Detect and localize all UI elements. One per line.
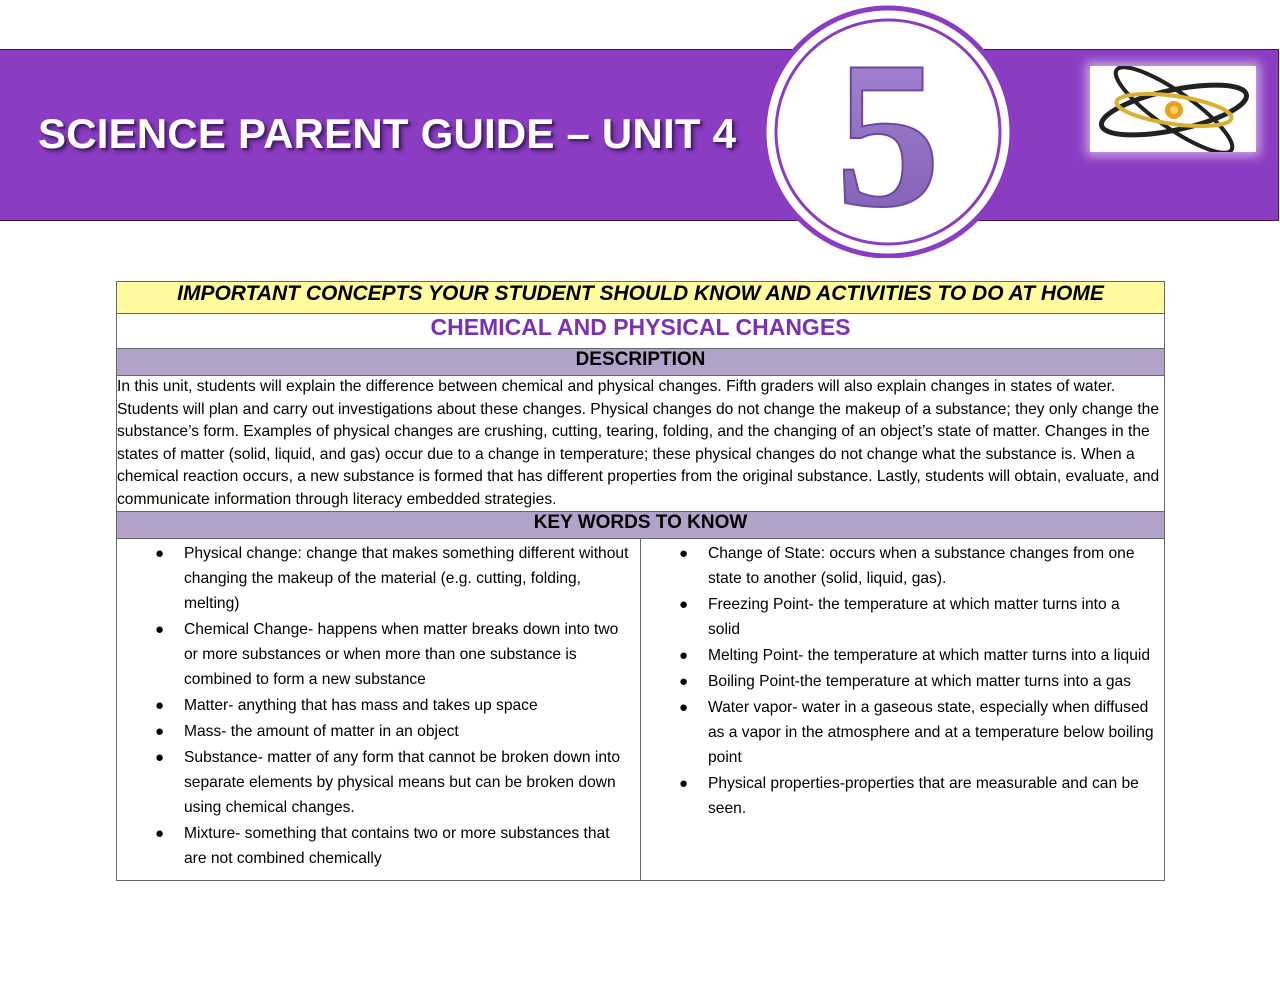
list-item: ● Change of State: occurs when a substance changes from one state to another (solid, liquid, gas). [641,541,1156,591]
bullet-icon: ● [155,697,165,714]
bullet-icon: ● [679,545,689,562]
keywords-left-cell [117,539,641,881]
grade-badge [753,0,1023,258]
list-item: ● Matter- anything that has mass and takes up space [117,693,632,718]
bullet-icon: ● [679,775,689,792]
keywords-heading: KEY WORDS TO KNOW [117,512,1165,539]
list-item: ● Substance- matter of any form that cannot be broken down into separate elements by physical means but can be broken down using chemical changes. [117,745,632,820]
topic-title: CHEMICAL AND PHYSICAL CHANGES [117,314,1165,349]
description-heading-row [117,349,1165,376]
bullet-icon: ● [155,825,165,842]
keywords-right-list [641,541,1156,821]
topic-row [117,314,1165,349]
bullet-icon: ● [155,723,165,740]
list-item: ● Physical change: change that makes something different without changing the makeup of the material (e.g. cutting, folding, melting) [117,541,632,616]
atom-logo [1090,66,1256,152]
important-row [117,282,1165,314]
list-item: ● Mixture- something that contains two or more substances that are not combined chemically [117,821,632,871]
description-heading: DESCRIPTION [117,349,1165,376]
list-item: ● Water vapor- water in a gaseous state, especially when diffused as a vapor in the atmosphere and at a temperature below boiling point [641,695,1156,770]
bullet-icon: ● [155,545,165,562]
bullet-icon: ● [155,749,165,766]
keywords-left-list [117,541,632,871]
grade-number: 5 [835,19,941,251]
atom-icon [1090,66,1256,152]
list-item: ● Physical properties-properties that are measurable and can be seen. [641,771,1156,821]
keywords-row [117,539,1165,881]
list-item: ● Boiling Point-the temperature at which matter turns into a gas [641,669,1156,694]
bullet-icon: ● [679,647,689,664]
description-text: In this unit, students will explain the difference between chemical and physical changes. Fifth graders will also explain changes in states of water. Students will plan and carry out investigations about these changes. Physical changes do not change the makeup of a substance; they only change the substance’s form. Examples of physical changes are crushing, cutting, tearing, folding, and the changing of an object’s state of matter. Changes in the states of matter (solid, liquid, and gas) occur due to a change in temperature; these physical changes do not change what the substance is. When a chemical reaction occurs, a new substance is formed that has different properties from the original substance. Lastly, students will obtain, evaluate, and communicate information through literacy embedded strategies. [117,376,1165,512]
page-title: SCIENCE PARENT GUIDE – UNIT 4 [38,110,737,157]
list-item: ● Mass- the amount of matter in an object [117,719,632,744]
list-item: ● Freezing Point- the temperature at which matter turns into a solid [641,592,1156,642]
keywords-right-cell [641,539,1165,881]
concepts-table [116,281,1165,881]
list-item: ● Melting Point- the temperature at which matter turns into a liquid [641,643,1156,668]
bullet-icon: ● [679,596,689,613]
important-heading: IMPORTANT CONCEPTS YOUR STUDENT SHOULD KNOW AND ACTIVITIES TO DO AT HOME [117,282,1165,314]
bullet-icon: ● [679,673,689,690]
list-item: ● Chemical Change- happens when matter breaks down into two or more substances or when more than one substance is combined to form a new substance [117,617,632,692]
keywords-heading-row [117,512,1165,539]
bullet-icon: ● [679,699,689,716]
bullet-icon: ● [155,621,165,638]
description-row [117,376,1165,512]
